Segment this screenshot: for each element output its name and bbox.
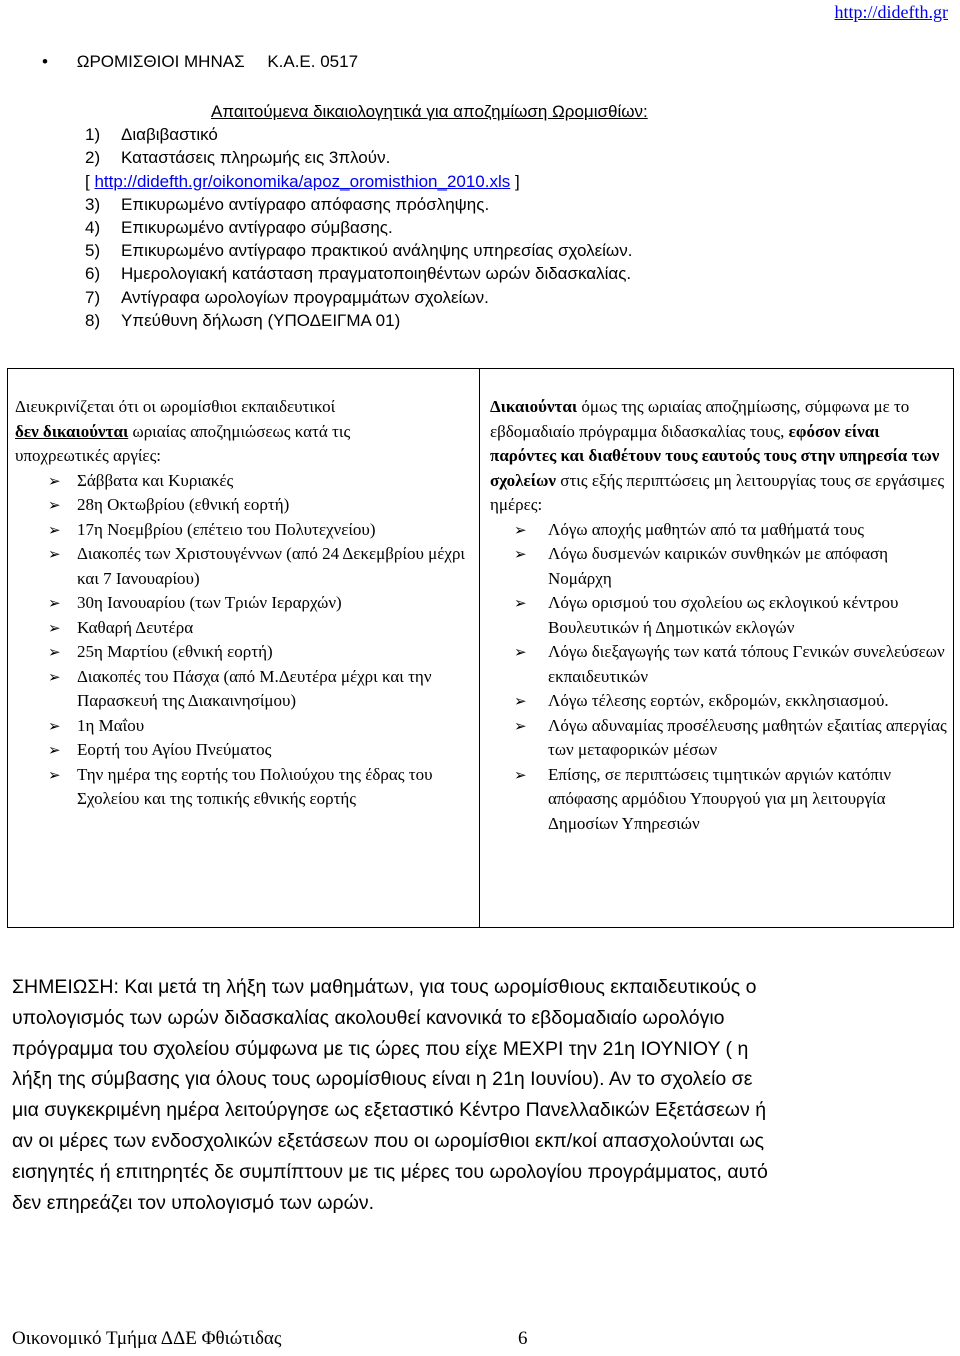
arrow-bullet-icon: ➢: [514, 545, 527, 563]
arrow-bullet-icon: ➢: [514, 692, 527, 710]
list-item: ➢ 28η Οκτωβρίου (εθνική εορτή): [15, 493, 470, 518]
note-line: εισηγητές ή επιτηρητές δε συμπίπτουν με τις μέρες του ωρολογίου προγράμματος, αυτό: [12, 1160, 768, 1183]
download-link[interactable]: http://didefth.gr/oikonomika/apoz_oromisthion_2010.xls: [94, 171, 511, 191]
arrow-bullet-icon: ➢: [514, 716, 527, 735]
note-paragraph: [12, 972, 947, 1218]
requirements-list: [85, 100, 648, 332]
list-item: 8) Υπεύθυνη δήλωση (ΥΠΟΔΕΙΓΜΑ 01): [85, 310, 401, 330]
header-link[interactable]: http://didefth.gr: [834, 2, 948, 22]
arrow-bullet-icon: ➢: [48, 618, 61, 637]
list-item: 4) Επικυρωμένο αντίγραφο σύμβασης.: [85, 218, 393, 238]
column-divider: [479, 369, 480, 927]
page-number: 6: [518, 1328, 528, 1349]
note-line: δεν επηρεάζει τον υπολογισμό των ωρών.: [12, 1191, 375, 1214]
requirements-heading: Απαιτούμενα δικαιολογητικά για αποζημίωση Ωρομισθίων:: [211, 102, 648, 121]
list-item: ➢ 1η Μαΐου: [15, 714, 470, 739]
arrow-bullet-icon: ➢: [514, 765, 527, 784]
arrow-bullet-icon: ➢: [48, 545, 61, 563]
note-line: ΣΗΜΕΙΩΣΗ: Και μετά τη λήξη των μαθημάτων, για τους ωρομίσθιους εκπαιδευτικούς ο: [12, 976, 757, 998]
arrow-bullet-icon: ➢: [48, 741, 61, 759]
arrow-bullet-icon: ➢: [48, 471, 61, 490]
page-title: [42, 52, 358, 72]
list-item: 3) Επικυρωμένο αντίγραφο απόφασης πρόσληψης.: [85, 194, 490, 214]
list-item: ➢ Λόγω διεξαγωγής των κατά τόπους Γενικών συνελεύσεων εκπαιδευτικών: [514, 642, 945, 686]
note-line: υπολογισμός των ωρών διδασκαλίας ακολουθεί κανονικά το εβδομαδιαίο ωρολόγιο: [12, 1006, 725, 1029]
emphasis-text: εφόσον είναι παρόντες και διαθέτουν τους εαυτούς τους στην υπηρεσία των σχολείων: [490, 421, 940, 490]
title-text: ΩΡΟΜΙΣΘΙΟΙ ΜΗΝΑΣ: [76, 52, 245, 71]
note-line: λήξη της σύμβασης για όλους τους ωρομίσθιους είναι η 21η Ιουνίου). Αν το σχολείο σε: [12, 1068, 753, 1091]
list-item: 2) Καταστάσεις πληρωμής εις 3πλούν.: [85, 148, 391, 168]
list-item: ➢ Την ημέρα της εορτής του Πολιούχου της έδρας του Σχολείου και της τοπικής εθνικής εορτής: [48, 764, 433, 808]
arrow-bullet-icon: ➢: [48, 765, 61, 784]
emphasis-text: Δικαιούνται: [490, 397, 578, 416]
holidays-column: [15, 395, 470, 812]
list-item: ➢ Σάββατα και Κυριακές: [15, 469, 470, 494]
entitlements-intro: Δικαιούνται όμως της ωριαίας αποζημίωσης, σύμφωνα με το εβδομαδιαίο πρόγραμμα διδασκαλίας τους, εφόσον είναι παρόντες και διαθέτουν τους εαυτούς τους στην υπηρεσία των σχολείων στις εξής περιπτώσεις μη λειτουργίας τους σε εργάσιμες ημέρες:: [490, 397, 945, 514]
list-item: ➢ Λόγω δυσμενών καιρικών συνθηκών με απόφαση Νομάρχη: [514, 544, 889, 588]
list-item: ➢ 30η Ιανουαρίου (των Τριών Ιεραρχών): [15, 591, 470, 616]
bullet-icon: •: [42, 52, 48, 71]
list-item: 5) Επικυρωμένο αντίγραφο πρακτικού ανάληψης υπηρεσίας σχολείων.: [85, 241, 633, 261]
arrow-bullet-icon: ➢: [48, 667, 61, 686]
title-code: Κ.Α.Ε. 0517: [267, 52, 359, 71]
arrow-bullet-icon: ➢: [514, 643, 527, 661]
list-item: 1) Διαβιβαστικό: [85, 125, 218, 145]
download-link-row: [ http://didefth.gr/oikonomika/apoz_oromisthion_2010.xls ]: [85, 171, 520, 191]
note-line: αν οι μέρες των ενδοσχολικών εξετάσεων που οι ωρομίσθιοι εκπ/κοί απασχολούνται ως: [12, 1129, 765, 1152]
list-item: ➢ Λόγω αδυναμίας προσέλευσης μαθητών εξαιτίας απεργίας των μεταφορικών μέσων: [514, 715, 947, 759]
holidays-intro: Διευκρινίζεται ότι οι ωρομίσθιοι εκπαιδευτικοί δεν δικαιούνται ωριαίας αποζημιώσεως κατά τις υποχρεωτικές αργίες:: [15, 397, 351, 465]
list-item: ➢ Διακοπές του Πάσχα (από Μ.Δευτέρα μέχρι και την Παρασκευή της Διακαινησίμου): [48, 666, 432, 710]
note-line: μια συγκεκριμένη ημέρα λειτούργησε ως εξεταστικό Κέντρο Πανελλαδικών Εξετάσεων ή: [12, 1099, 767, 1122]
list-item: ➢ Λόγω τέλεσης εορτών, εκδρομών, εκκλησιασμού.: [490, 689, 950, 714]
footer-text: Οικονομικό Τμήμα ΔΔΕ Φθιώτιδας: [12, 1328, 282, 1349]
entitlements-column: [490, 395, 950, 836]
list-item: ➢ 25η Μαρτίου (εθνική εορτή): [15, 640, 470, 665]
list-item: 7) Αντίγραφα ωρολογίων προγραμμάτων σχολείων.: [85, 287, 489, 307]
arrow-bullet-icon: ➢: [48, 594, 61, 612]
arrow-bullet-icon: ➢: [514, 520, 527, 539]
list-item: ➢ Επίσης, σε περιπτώσεις τιμητικών αργιών κατόπιν απόφασης αρμόδιου Υπουργού για μη λειτουργία Δημοσίων Υπηρεσιών: [514, 764, 892, 833]
list-item: ➢ Λόγω αποχής μαθητών από τα μαθήματά τους: [490, 518, 950, 543]
arrow-bullet-icon: ➢: [514, 594, 527, 612]
emphasis-text: δεν δικαιούνται: [15, 421, 129, 441]
list-item: ➢ 17η Νοεμβρίου (επέτειο του Πολυτεχνείου): [15, 518, 470, 543]
arrow-bullet-icon: ➢: [48, 520, 61, 539]
arrow-bullet-icon: ➢: [48, 496, 61, 514]
list-item: ➢ Διακοπές των Χριστουγέννων (από 24 Δεκεμβρίου μέχρι και 7 Ιανουαρίου): [48, 544, 465, 588]
arrow-bullet-icon: ➢: [48, 643, 61, 661]
info-table: [7, 368, 954, 928]
arrow-bullet-icon: ➢: [48, 716, 61, 735]
list-item: ➢ Καθαρή Δευτέρα: [15, 616, 470, 641]
list-item: 6) Ημερολογιακή κατάσταση πραγματοποιηθέντων ωρών διδασκαλίας.: [85, 264, 632, 284]
note-line: πρόγραμμα του σχολείου σύμφωνα με τις ώρες που είχε ΜΕΧΡΙ την 21η ΙΟΥΝΙΟΥ ( η: [12, 1037, 749, 1060]
list-item: ➢ Εορτή του Αγίου Πνεύματος: [15, 738, 470, 763]
list-item: ➢ Λόγω ορισμού του σχολείου ως εκλογικού κέντρου Βουλευτικών ή Δημοτικών εκλογών: [514, 593, 899, 637]
